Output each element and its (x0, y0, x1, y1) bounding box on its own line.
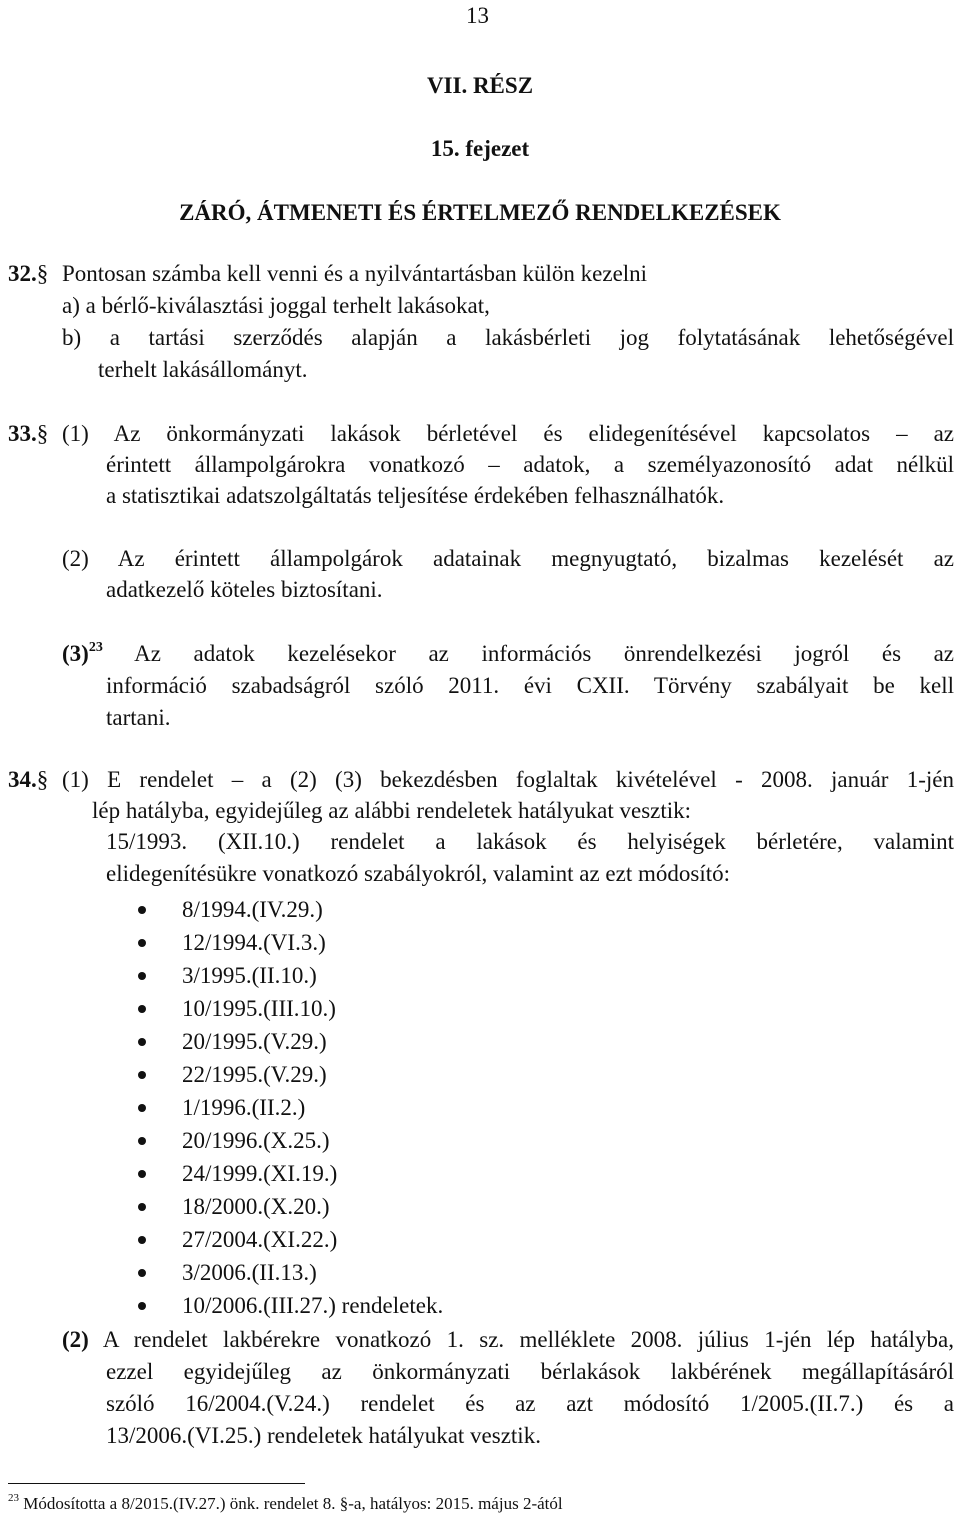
footnote-text: Módosította a 8/2015.(IV.27.) önk. rendelet 8. §-a, hatályos: 2015. május 2-ától (23, 1494, 563, 1513)
section-33-p2-line2: adatkezelő köteles biztosítani. (106, 577, 383, 602)
list-item-label: 27/2004.(XI.22.) (182, 1227, 338, 1252)
paragraph-label: (1) (62, 767, 89, 792)
paragraph-label: (3) (62, 641, 89, 666)
section-number: 34. (8, 767, 37, 792)
paragraph-sign: § (36, 421, 49, 446)
paragraph-text: Az adatok kezelésekor az információs önrendelkezési jogról és az (134, 641, 955, 666)
section-32 (0, 258, 960, 388)
list-item-label: 8/1994.(IV.29.) (182, 897, 323, 922)
list-item-label: 20/1996.(X.25.) (182, 1128, 330, 1153)
list-item-label: 24/1999.(XI.19.) (182, 1161, 338, 1186)
list-item-label: 10/1995.(III.10.) (182, 996, 336, 1021)
section-34-p2-line2: ezzel egyidejűleg az önkormányzati bérlakások lakbérének megállapításáról (106, 1359, 954, 1384)
paragraph-label: (1) (62, 421, 89, 446)
bullet-icon (138, 1038, 146, 1046)
list-item-label: 1/1996.(II.2.) (182, 1095, 306, 1120)
paragraph-text: E rendelet – a (2) (3) bekezdésben foglaltak kivételével - 2008. január 1-jén (107, 767, 954, 792)
list-item (0, 960, 960, 991)
list-item (0, 1059, 960, 1090)
section-32-intro: Pontosan számba kell venni és a nyilvántartásban külön kezelni (62, 261, 648, 286)
list-item-label: 20/1995.(V.29.) (182, 1029, 327, 1054)
paragraph-sign: § (36, 261, 49, 286)
list-item-label: 10/2006.(III.27.) rendeletek. (182, 1293, 444, 1318)
section-number: 33. (8, 421, 37, 446)
section-34-p1-line2: lép hatályba, egyidejűleg az alábbi rendeletek hatályukat vesztik: (92, 798, 692, 823)
paragraph-text: Az érintett állampolgárok adatainak megnyugtató, bizalmas kezelését az (117, 546, 954, 571)
paragraph-label: (2) (62, 1327, 89, 1352)
section-34-p1-line4: elidegenítésükre vonatkozó szabályokról, valamint az ezt módosító: (106, 861, 730, 886)
list-item (0, 1290, 960, 1321)
page-number: 13 (466, 3, 489, 28)
paragraph-text: Az önkormányzati lakások bérletével és elidegenítésével kapcsolatos – az (113, 421, 955, 446)
section-33-p3-line1 (62, 638, 954, 669)
bullet-icon (138, 1269, 146, 1277)
bullet-icon (138, 1071, 146, 1079)
footnote-separator (8, 1483, 305, 1484)
paragraph-label: (2) (62, 546, 89, 571)
section-33-p1-line1 (62, 418, 954, 449)
section-32-item-a: a) a bérlő-kiválasztási joggal terhelt lakásokat, (62, 293, 490, 318)
part-title: VII. RÉSZ (426, 73, 534, 98)
section-33-p3-line3: tartani. (106, 705, 171, 730)
list-item (0, 1191, 960, 1222)
list-item (0, 894, 960, 925)
bullet-icon (138, 939, 146, 947)
list-item-label: 22/1995.(V.29.) (182, 1062, 327, 1087)
section-32-heading (8, 258, 48, 289)
bullet-icon (138, 906, 146, 914)
list-item-label: 3/1995.(II.10.) (182, 963, 317, 988)
section-32-item-b-line1: b) a tartási szerződés alapján a lakásbérleti jog folytatásának lehetőségével (62, 325, 954, 350)
section-33-p1-line3: a statisztikai adatszolgáltatás teljesítése érdekében felhasználhatók. (106, 483, 725, 508)
section-number: 32. (8, 261, 37, 286)
list-item (0, 927, 960, 958)
section-34-p2-line1 (62, 1324, 954, 1355)
list-item (0, 1224, 960, 1255)
bullet-icon (138, 1104, 146, 1112)
list-item (0, 1125, 960, 1156)
footnote-ref: 23 (88, 640, 103, 655)
section-34-p2-line4: 13/2006.(VI.25.) rendeletek hatályukat vesztik. (106, 1423, 541, 1448)
bullet-icon (138, 1170, 146, 1178)
section-title: ZÁRÓ, ÁTMENETI ÉS ÉRTELMEZŐ RENDELKEZÉSEK (179, 200, 781, 225)
section-32-item-b-line2: terhelt lakásállományt. (98, 357, 308, 382)
list-item (0, 1026, 960, 1057)
paragraph-text: A rendelet lakbérekre vonatkozó 1. sz. melléklete 2008. július 1-jén lép hatályba, (102, 1327, 954, 1352)
footnote (8, 1494, 563, 1514)
section-33-p2-line1 (62, 543, 954, 574)
section-34-heading (8, 764, 48, 795)
list-item-label: 3/2006.(II.13.) (182, 1260, 317, 1285)
section-34-p1-line3: 15/1993. (XII.10.) rendelet a lakások és helyiségek bérletére, valamint (106, 829, 954, 854)
list-item-label: 18/2000.(X.20.) (182, 1194, 330, 1219)
bullet-icon (138, 1005, 146, 1013)
section-33-heading (8, 418, 48, 449)
list-item-label: 12/1994.(VI.3.) (182, 930, 326, 955)
paragraph-sign: § (36, 767, 49, 792)
footnote-mark: 23 (8, 1492, 19, 1504)
repealed-decrees-list (0, 894, 960, 1324)
section-33 (0, 418, 960, 738)
bullet-icon (138, 1236, 146, 1244)
section-33-p1-line2: érintett állampolgárokra vonatkozó – adatok, a személyazonosító adat nélkül (106, 452, 954, 477)
section-33-p3-line2: információ szabadságról szóló 2011. évi CXII. Törvény szabályait be kell (106, 673, 954, 698)
chapter-title: 15. fejezet (430, 136, 530, 161)
list-item (0, 1257, 960, 1288)
bullet-icon (138, 972, 146, 980)
list-item (0, 1092, 960, 1123)
bullet-icon (138, 1137, 146, 1145)
bullet-icon (138, 1203, 146, 1211)
list-item (0, 993, 960, 1024)
section-34-p2-line3: szóló 16/2004.(V.24.) rendelet és az azt módosító 1/2005.(II.7.) és a (106, 1391, 954, 1416)
list-item (0, 1158, 960, 1189)
bullet-icon (138, 1302, 146, 1310)
section-34 (0, 764, 960, 1464)
section-34-p1-line1 (62, 764, 954, 795)
